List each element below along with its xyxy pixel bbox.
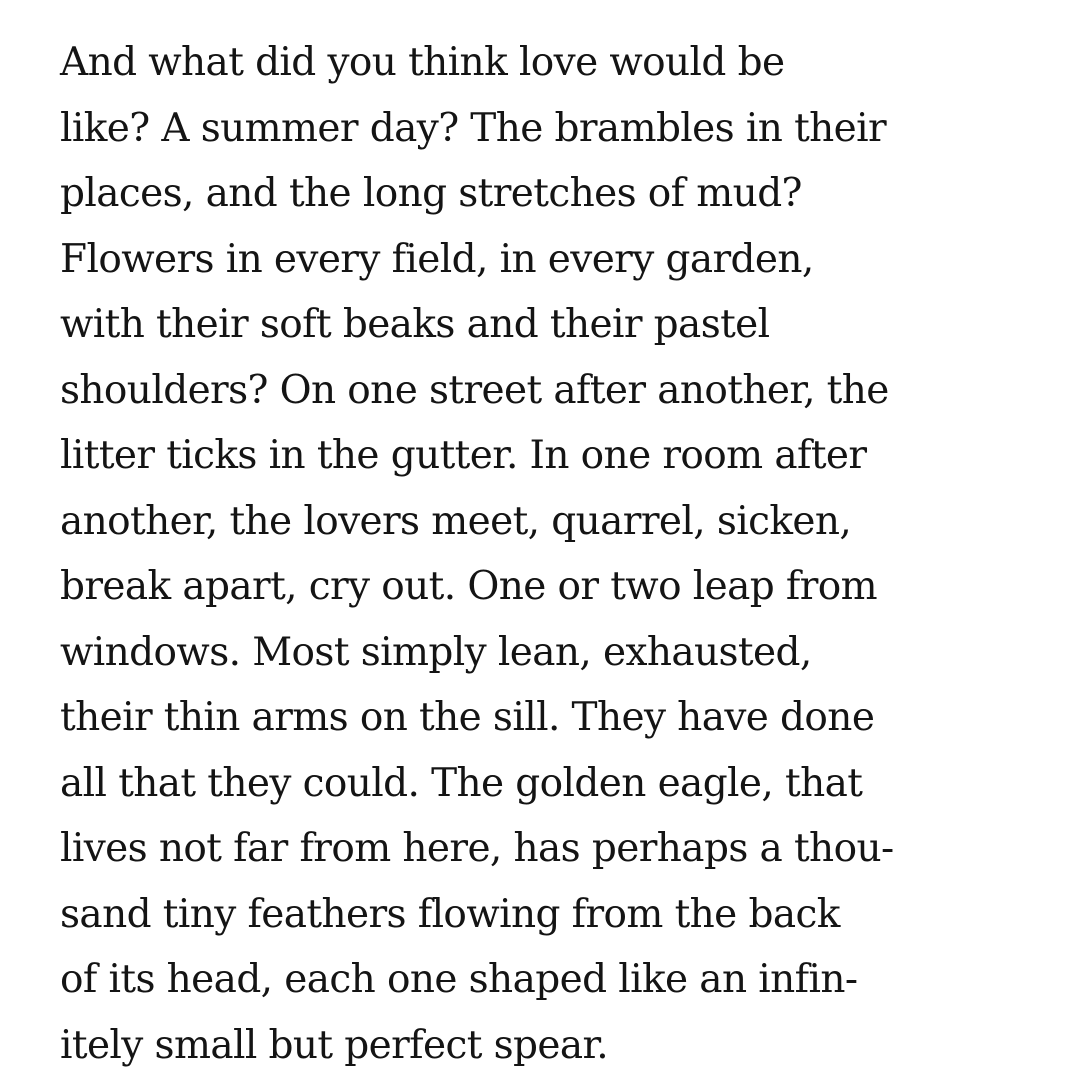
text-line: another, the lovers meet, quarrel, sicken, [60,498,852,544]
text-line: like? A summer day? The brambles in their [60,105,887,151]
text-line: all that they could. The golden eagle, that [60,760,863,806]
text-line: places, and the long stretches of mud? [60,171,802,216]
text-line: break apart, cry out. One or two leap from [60,564,878,609]
text-line: sand tiny feathers flowing from the back [60,891,840,937]
poem-text-block [60,30,1050,1070]
text-line: of its head, each one shaped like an infin- [60,957,858,1002]
text-line: itely small but perfect spear. [60,1022,609,1068]
text-line: shoulders? On one street after another, the [60,367,889,413]
text-line: lives not far from here, has perhaps a thou- [60,826,894,871]
text-line: litter ticks in the gutter. In one room after [60,433,867,478]
text-line: Flowers in every field, in every garden, [60,236,814,282]
text-line: And what did you think love would be [60,40,785,85]
text-line: their thin arms on the sill. They have done [60,695,875,740]
text-line: with their soft beaks and their pastel [60,302,770,347]
text-line: windows. Most simply lean, exhausted, [60,629,812,675]
